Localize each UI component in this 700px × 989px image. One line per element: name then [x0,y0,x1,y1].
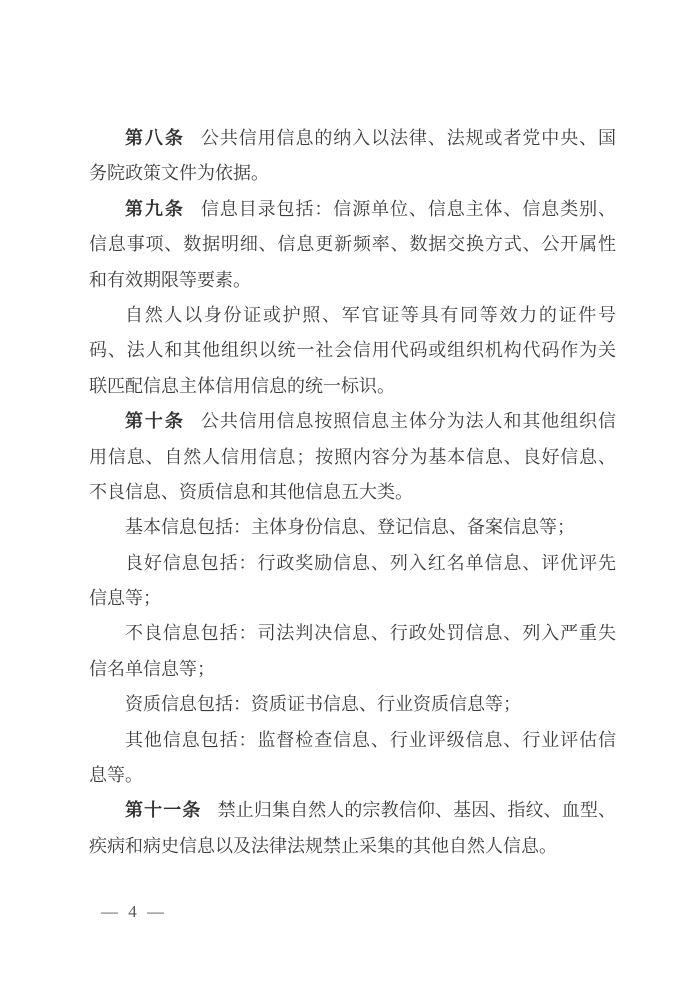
paragraph-line [89,652,616,687]
line-text: 信息等； [89,588,161,609]
line-text: 其他信息包括：监督检查信息、行业评级信息、行业评估信 [125,729,616,750]
paragraph-line [89,475,616,510]
line-text: 疾病和病史信息以及法律法规禁止采集的其他自然人信息。 [89,835,557,856]
paragraph-line [89,510,616,545]
paragraph-line [89,546,616,581]
line-text: 信名单信息等； [89,658,215,679]
document-body [89,121,616,864]
paragraph-line [89,156,616,191]
paragraph-line [89,298,616,333]
paragraph-line [89,793,616,828]
article-number: 第九条 [125,198,185,219]
line-text: 基本信息包括：主体身份信息、登记信息、备案信息等； [125,517,575,538]
paragraph-line [89,227,616,262]
line-text: 信息目录包括：信源单位、信息主体、信息类别、 [200,198,616,219]
line-text: 良好信息包括：行政奖励信息、列入红名单信息、评优评先 [125,552,616,573]
article-number: 第十条 [125,411,185,432]
line-text: 用信息、自然人信用信息；按照内容分为基本信息、良好信息、 [89,446,616,467]
line-text: 务院政策文件为依据。 [89,163,269,184]
line-text: 自然人以身份证或护照、军官证等具有同等效力的证件号 [125,304,616,325]
article-number: 第十一条 [125,800,202,821]
paragraph-line [89,440,616,475]
paragraph-line [89,616,616,651]
paragraph-line [89,121,616,156]
line-text: 不良信息包括：司法判决信息、行政处罚信息、列入严重失 [125,623,616,644]
line-text: 信息事项、数据明细、信息更新频率、数据交换方式、公开属性 [89,234,616,255]
paragraph-line [89,758,616,793]
paragraph-line [89,263,616,298]
page-number: — 4 — [101,902,167,921]
line-text: 不良信息、资质信息和其他信息五大类。 [89,481,413,502]
paragraph-line [89,192,616,227]
paragraph-line [89,333,616,368]
line-text: 联匹配信息主体信用信息的统一标识。 [89,375,395,396]
line-text: 和有效期限等要素。 [89,269,251,290]
paragraph-line [89,404,616,439]
paragraph-line [89,687,616,722]
article-number: 第八条 [125,128,185,148]
line-text: 息等。 [89,765,143,786]
line-text: 资质信息包括：资质证书信息、行业资质信息等； [125,694,521,715]
line-text: 公共信用信息按照信息主体分为法人和其他组织信 [200,411,616,432]
paragraph-line [89,581,616,616]
line-text: 公共信用信息的纳入以法律、法规或者党中央、国 [200,128,616,148]
paragraph-line [89,369,616,404]
line-text: 码、法人和其他组织以统一社会信用代码或组织机构代码作为关 [89,340,616,361]
paragraph-line [89,723,616,758]
paragraph-line [89,829,616,864]
line-text: 禁止归集自然人的宗教信仰、基因、指纹、血型、 [217,800,616,821]
